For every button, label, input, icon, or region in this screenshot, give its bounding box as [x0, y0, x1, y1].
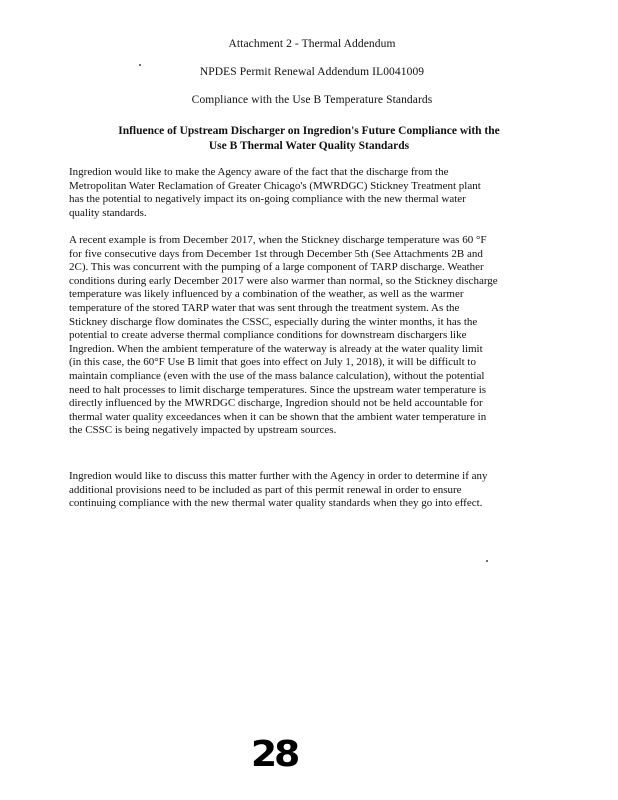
text-line: maintain compliance (even with the use of the mass balance calculation), without the potential [69, 369, 485, 382]
text-line: temperature was likely influenced by a combination of the weather, as well as the warmer [69, 288, 464, 301]
handwritten-page-number: 28 [250, 734, 298, 775]
text-line: A recent example is from December 2017, when the Stickney discharge temperature was 60 °F [69, 234, 487, 246]
text-line: Ingredion would like to discuss this matter further with the Agency in order to determine if any [69, 470, 488, 482]
compliance-heading: Compliance with the Use B Temperature Standards [191, 94, 433, 106]
title-line: Influence of Upstream Discharger on Ingredion's Future Compliance with the [118, 125, 500, 137]
attachment-heading: Attachment 2 - Thermal Addendum [228, 38, 396, 50]
text-line: directly influenced by the MWRDGC discharge, Ingredion should not be held accountable for [69, 397, 483, 410]
document-title [0, 124, 618, 154]
paragraph-request [69, 470, 557, 511]
paragraph-intro [69, 166, 557, 220]
text-line: need to halt processes to limit discharge temperatures. Since the upstream water temperature is [69, 383, 487, 396]
text-line: Metropolitan Water Reclamation of Greater Chicago's (MWRDGC) Stickney Treatment plant [69, 179, 481, 192]
text-line: potential to create adverse thermal compliance conditions for downstream dischargers like [69, 329, 467, 342]
paragraph-example [69, 234, 557, 438]
text-line: thermal water quality exceedances when it can be shown that the ambient water temperature in [69, 410, 487, 423]
text-line: Ingredion. When the ambient temperature of the waterway is already at the water quality limit [69, 342, 483, 355]
text-line: temperature of the stored TARP water that was sent through the treatment system. As the [69, 301, 460, 314]
text-line: for five consecutive days from December 1st through December 5th (See Attachments 2B and [69, 247, 483, 260]
text-line: Ingredion would like to make the Agency aware of the fact that the discharge from the [69, 166, 449, 178]
text-line: (in this case, the 60°F Use B limit that goes into effect on July 1, 2018), it will be difficult to [69, 356, 476, 369]
text-line: continuing compliance with the new thermal water quality standards when they go into effect. [69, 497, 483, 510]
text-line: Stickney discharge flow dominates the CSSC, especially during the winter months, it has the [69, 315, 478, 328]
title-line: Use B Thermal Water Quality Standards [208, 140, 410, 152]
text-line: additional provisions need to be included as part of this permit renewal in order to ensure [69, 483, 462, 496]
permit-heading: NPDES Permit Renewal Addendum IL0041009 [199, 66, 425, 78]
scan-speck [486, 560, 488, 562]
text-line: 2C). This was concurrent with the pumping of a large component of TARP discharge. Weather [69, 261, 484, 274]
text-line: the CSSC is being negatively impacted by upstream sources. [69, 424, 337, 437]
text-line: has the potential to negatively impact its on-going compliance with the new thermal water [69, 193, 466, 206]
text-line: conditions during early December 2017 were also warmer than normal, so the Stickney discharge [69, 274, 498, 287]
text-line: quality standards. [69, 206, 147, 219]
